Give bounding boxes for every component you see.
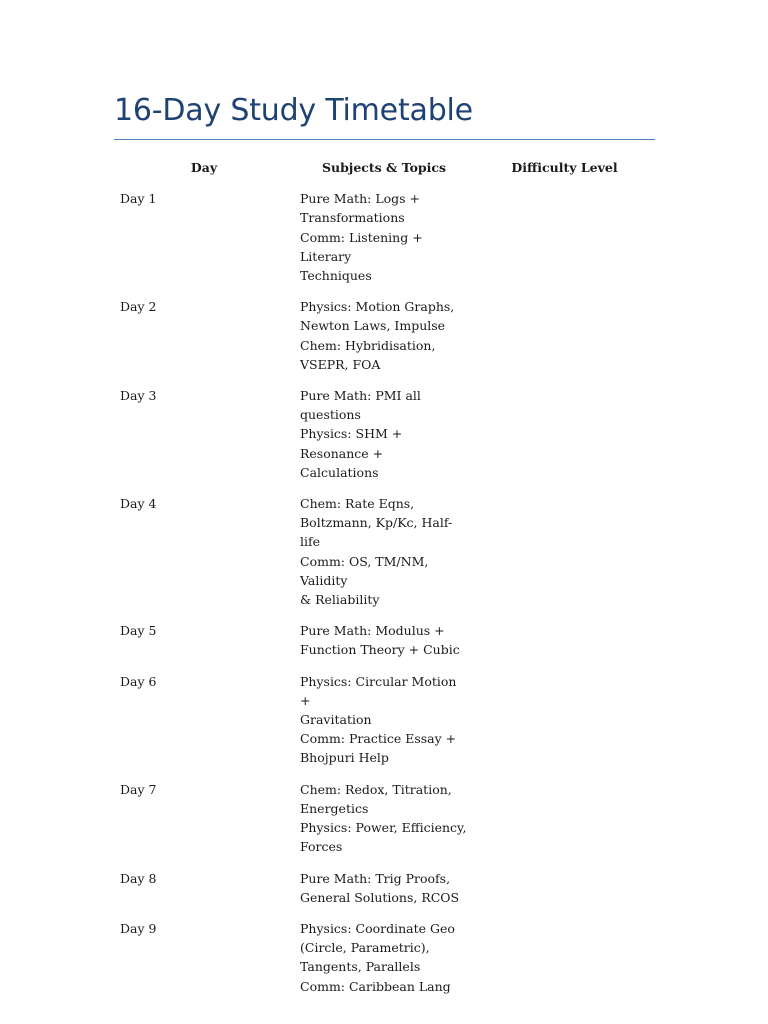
difficulty-cell bbox=[474, 780, 655, 869]
day-cell: Day 4 bbox=[120, 496, 157, 512]
subjects-cell bbox=[294, 386, 474, 494]
column-header-day: Day bbox=[190, 160, 218, 175]
day-cell: Day 3 bbox=[120, 388, 157, 404]
table-row bbox=[114, 297, 655, 386]
difficulty-cell bbox=[474, 672, 655, 780]
topic-line: Physics: Coordinate Geo bbox=[300, 920, 455, 936]
column-header-difficulty: Difficulty Level bbox=[511, 160, 618, 175]
topic-line: Chem: Rate Eqns, bbox=[300, 496, 415, 512]
topic-line: Physics: SHM + Resonance + bbox=[300, 426, 403, 461]
timetable bbox=[114, 152, 655, 1008]
table-body bbox=[114, 189, 655, 1008]
table-row bbox=[114, 386, 655, 494]
topic-line: Techniques bbox=[300, 268, 372, 284]
topic-line: Chem: Hybridisation, bbox=[300, 337, 436, 353]
topic-line: Calculations bbox=[300, 464, 379, 480]
topic-line: Transformations bbox=[300, 210, 405, 226]
table-row bbox=[114, 780, 655, 869]
topic-line: Forces bbox=[300, 839, 343, 855]
table-row bbox=[114, 621, 655, 671]
difficulty-cell bbox=[474, 297, 655, 386]
table-row bbox=[114, 869, 655, 919]
topic-line: Comm: Caribbean Lang bbox=[300, 978, 451, 994]
topic-line: Physics: Motion Graphs, bbox=[300, 299, 455, 315]
topic-line: Tangents, Parallels bbox=[300, 959, 421, 975]
subjects-cell bbox=[294, 780, 474, 869]
topic-line: Pure Math: Modulus + bbox=[300, 623, 445, 639]
topic-line: Comm: OS, TM/NM, Validity bbox=[300, 553, 429, 588]
subjects-cell bbox=[294, 621, 474, 671]
topic-line: Physics: Circular Motion + bbox=[300, 673, 457, 708]
topic-line: Gravitation bbox=[300, 712, 372, 728]
topic-line: Comm: Practice Essay + bbox=[300, 731, 457, 747]
table-row bbox=[114, 494, 655, 621]
table-row bbox=[114, 919, 655, 1008]
subjects-cell bbox=[294, 869, 474, 919]
topic-line: Pure Math: Logs + bbox=[300, 191, 421, 207]
difficulty-cell bbox=[474, 621, 655, 671]
table-header-row bbox=[114, 152, 655, 189]
topic-line: Comm: Listening + Literary bbox=[300, 229, 423, 264]
difficulty-cell bbox=[474, 494, 655, 621]
subjects-cell bbox=[294, 189, 474, 297]
table-row bbox=[114, 189, 655, 297]
topic-line: Chem: Redox, Titration, bbox=[300, 781, 452, 797]
topic-line: General Solutions, RCOS bbox=[300, 889, 460, 905]
day-cell: Day 5 bbox=[120, 623, 157, 639]
day-cell: Day 2 bbox=[120, 299, 157, 315]
subjects-cell bbox=[294, 919, 474, 1008]
topic-line: VSEPR, FOA bbox=[300, 356, 381, 372]
difficulty-cell bbox=[474, 869, 655, 919]
day-cell: Day 6 bbox=[120, 673, 157, 689]
topic-line: questions bbox=[300, 407, 361, 423]
day-cell: Day 1 bbox=[120, 191, 157, 207]
subjects-cell bbox=[294, 672, 474, 780]
topic-line: & Reliability bbox=[300, 592, 380, 608]
difficulty-cell bbox=[474, 189, 655, 297]
topic-line: Function Theory + Cubic bbox=[300, 642, 460, 658]
day-cell: Day 9 bbox=[120, 920, 157, 936]
title-underline bbox=[114, 139, 655, 140]
day-cell: Day 8 bbox=[120, 870, 157, 886]
topic-line: Bhojpuri Help bbox=[300, 750, 389, 766]
subjects-cell bbox=[294, 494, 474, 621]
topic-line: (Circle, Parametric), bbox=[300, 940, 430, 956]
topic-line: Physics: Power, Efficiency, bbox=[300, 820, 467, 836]
topic-line: Energetics bbox=[300, 800, 369, 816]
day-cell: Day 7 bbox=[120, 781, 157, 797]
topic-line: Pure Math: PMI all bbox=[300, 388, 421, 404]
difficulty-cell bbox=[474, 386, 655, 494]
topic-line: Newton Laws, Impulse bbox=[300, 318, 446, 334]
column-header-subjects: Subjects & Topics bbox=[321, 160, 447, 175]
topic-line: Boltzmann, Kp/Kc, Half-life bbox=[300, 515, 453, 550]
difficulty-cell bbox=[474, 919, 655, 1008]
page-title: 16-Day Study Timetable bbox=[114, 93, 473, 128]
topic-line: Pure Math: Trig Proofs, bbox=[300, 870, 451, 886]
subjects-cell bbox=[294, 297, 474, 386]
table-row bbox=[114, 672, 655, 780]
